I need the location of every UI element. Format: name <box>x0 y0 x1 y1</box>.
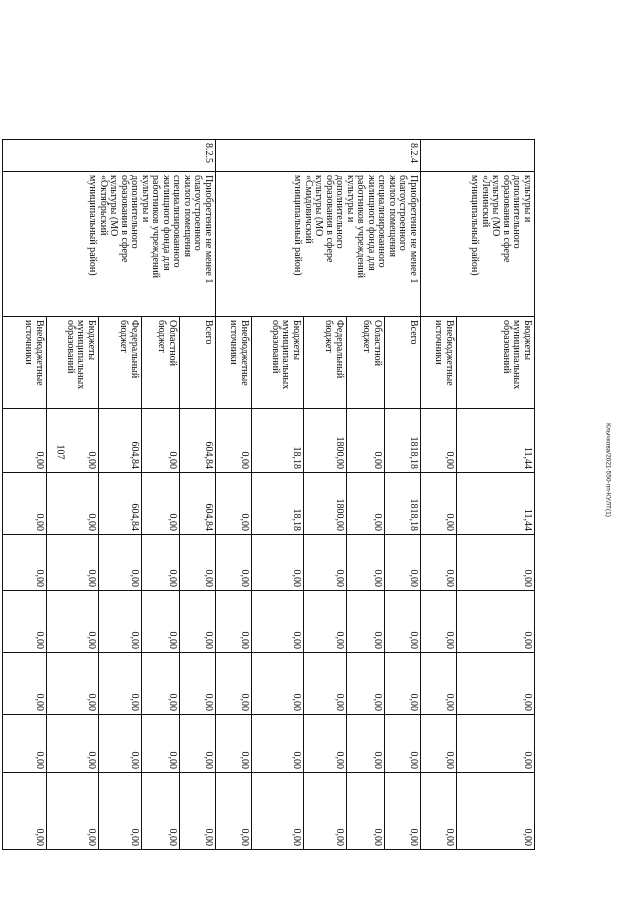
budget-table <box>2 139 535 850</box>
activity-name: Приобретение не менее 1 благоустроенного жилого помещения специализированного жилищного фонда для работников учреждений культуры и дополнительного образования в сфере культуры (МО «Октябрьский муниципальный район) <box>3 172 216 317</box>
amount-cell: 0,00 <box>180 773 216 850</box>
amount-cell: 0,00 <box>47 715 99 773</box>
amount-cell: 1818,18 <box>385 409 421 473</box>
amount-cell: 0,00 <box>180 653 216 715</box>
amount-cell: 0,00 <box>385 535 421 591</box>
amount-cell: 0,00 <box>252 653 304 715</box>
amount-cell: 604,84 <box>99 409 142 473</box>
amount-cell: 0,00 <box>99 653 142 715</box>
amount-cell: 0,00 <box>216 409 252 473</box>
amount-cell: 0,00 <box>99 715 142 773</box>
amount-cell: 0,00 <box>421 409 457 473</box>
funding-source: Бюджеты муниципальных образований <box>457 317 535 409</box>
amount-cell: 0,00 <box>304 591 347 653</box>
amount-cell: 0,00 <box>252 773 304 850</box>
funding-source: Всего <box>385 317 421 409</box>
amount-cell: 604,84 <box>180 473 216 535</box>
row-code: 8.2.4 <box>216 140 421 172</box>
funding-source: Внебюджетные источники <box>3 317 47 409</box>
amount-cell: 0,00 <box>421 773 457 850</box>
amount-cell: 0,00 <box>3 535 47 591</box>
funding-source: Федеральный бюджет <box>99 317 142 409</box>
row-code <box>421 140 535 172</box>
amount-cell: 0,00 <box>47 773 99 850</box>
row-code: 8.2.5 <box>3 140 216 172</box>
amount-cell: 0,00 <box>457 535 535 591</box>
amount-cell: 0,00 <box>347 773 385 850</box>
amount-cell: 0,00 <box>142 715 180 773</box>
amount-cell: 0,00 <box>457 591 535 653</box>
amount-cell: 1818,18 <box>385 473 421 535</box>
funding-source: Областной бюджет <box>347 317 385 409</box>
amount-cell: 1800,00 <box>304 473 347 535</box>
amount-cell: 0,00 <box>99 591 142 653</box>
amount-cell: 0,00 <box>3 653 47 715</box>
amount-cell: 0,00 <box>47 473 99 535</box>
funding-source: Внебюджетные источники <box>216 317 252 409</box>
amount-cell: 0,00 <box>216 591 252 653</box>
document-reference: Клычкова/2021-550-пп-КУЛТ(1) <box>604 423 612 517</box>
amount-cell: 0,00 <box>304 773 347 850</box>
amount-cell: 0,00 <box>47 409 99 473</box>
amount-cell: 0,00 <box>3 591 47 653</box>
amount-cell: 0,00 <box>142 773 180 850</box>
amount-cell: 0,00 <box>3 773 47 850</box>
amount-cell: 0,00 <box>216 473 252 535</box>
amount-cell: 0,00 <box>142 591 180 653</box>
amount-cell: 0,00 <box>304 535 347 591</box>
amount-cell: 0,00 <box>99 535 142 591</box>
amount-cell: 0,00 <box>347 409 385 473</box>
amount-cell: 0,00 <box>385 653 421 715</box>
amount-cell: 0,00 <box>347 653 385 715</box>
amount-cell: 0,00 <box>421 715 457 773</box>
amount-cell: 0,00 <box>304 715 347 773</box>
amount-cell: 0,00 <box>252 591 304 653</box>
amount-cell: 11,44 <box>457 409 535 473</box>
amount-cell: 1800,00 <box>304 409 347 473</box>
amount-cell: 0,00 <box>421 591 457 653</box>
amount-cell: 0,00 <box>47 653 99 715</box>
amount-cell: 0,00 <box>385 715 421 773</box>
amount-cell: 0,00 <box>385 591 421 653</box>
amount-cell: 0,00 <box>142 473 180 535</box>
funding-source: Внебюджетные источники <box>421 317 457 409</box>
funding-source: Бюджеты муниципальных образований <box>252 317 304 409</box>
amount-cell: 0,00 <box>457 653 535 715</box>
activity-name: Приобретение не менее 1 благоустроенного жилого помещения специализированного жилищного фонда для работников учреждений культуры и дополнительного образования в сфере культуры (МО «Смидовичский муниципальный район) <box>216 172 421 317</box>
funding-source: Всего <box>180 317 216 409</box>
amount-cell: 0,00 <box>3 473 47 535</box>
amount-cell: 0,00 <box>3 409 47 473</box>
amount-cell: 0,00 <box>347 715 385 773</box>
amount-cell: 604,84 <box>180 409 216 473</box>
table-body <box>3 140 535 850</box>
funding-source: Федеральный бюджет <box>304 317 347 409</box>
amount-cell: 0,00 <box>142 535 180 591</box>
amount-cell: 0,00 <box>347 473 385 535</box>
amount-cell: 0,00 <box>385 773 421 850</box>
amount-cell: 0,00 <box>421 473 457 535</box>
amount-cell: 0,00 <box>457 715 535 773</box>
amount-cell: 0,00 <box>347 535 385 591</box>
amount-cell: 0,00 <box>142 409 180 473</box>
amount-cell: 604,84 <box>99 473 142 535</box>
amount-cell: 0,00 <box>216 535 252 591</box>
amount-cell: 0,00 <box>3 715 47 773</box>
amount-cell: 0,00 <box>47 591 99 653</box>
funding-source: Областной бюджет <box>142 317 180 409</box>
amount-cell: 11,44 <box>457 473 535 535</box>
amount-cell: 0,00 <box>180 535 216 591</box>
table-row <box>180 140 216 850</box>
amount-cell: 0,00 <box>457 773 535 850</box>
page-number: 107 <box>54 444 66 460</box>
amount-cell: 0,00 <box>47 535 99 591</box>
amount-cell: 18,18 <box>252 409 304 473</box>
amount-cell: 0,00 <box>421 653 457 715</box>
amount-cell: 0,00 <box>180 715 216 773</box>
funding-source: Бюджеты муниципальных образований <box>47 317 99 409</box>
table-row <box>457 140 535 850</box>
amount-cell: 0,00 <box>347 591 385 653</box>
table-row <box>385 140 421 850</box>
amount-cell: 0,00 <box>216 715 252 773</box>
amount-cell: 0,00 <box>180 591 216 653</box>
amount-cell: 0,00 <box>252 715 304 773</box>
amount-cell: 0,00 <box>99 773 142 850</box>
amount-cell: 0,00 <box>142 653 180 715</box>
amount-cell: 0,00 <box>304 653 347 715</box>
amount-cell: 18,18 <box>252 473 304 535</box>
amount-cell: 0,00 <box>421 535 457 591</box>
amount-cell: 0,00 <box>216 653 252 715</box>
amount-cell: 0,00 <box>252 535 304 591</box>
amount-cell: 0,00 <box>216 773 252 850</box>
activity-name: культуры и дополнительного образования в сфере культуры (МО «Ленинский муниципальный район) <box>421 172 535 317</box>
